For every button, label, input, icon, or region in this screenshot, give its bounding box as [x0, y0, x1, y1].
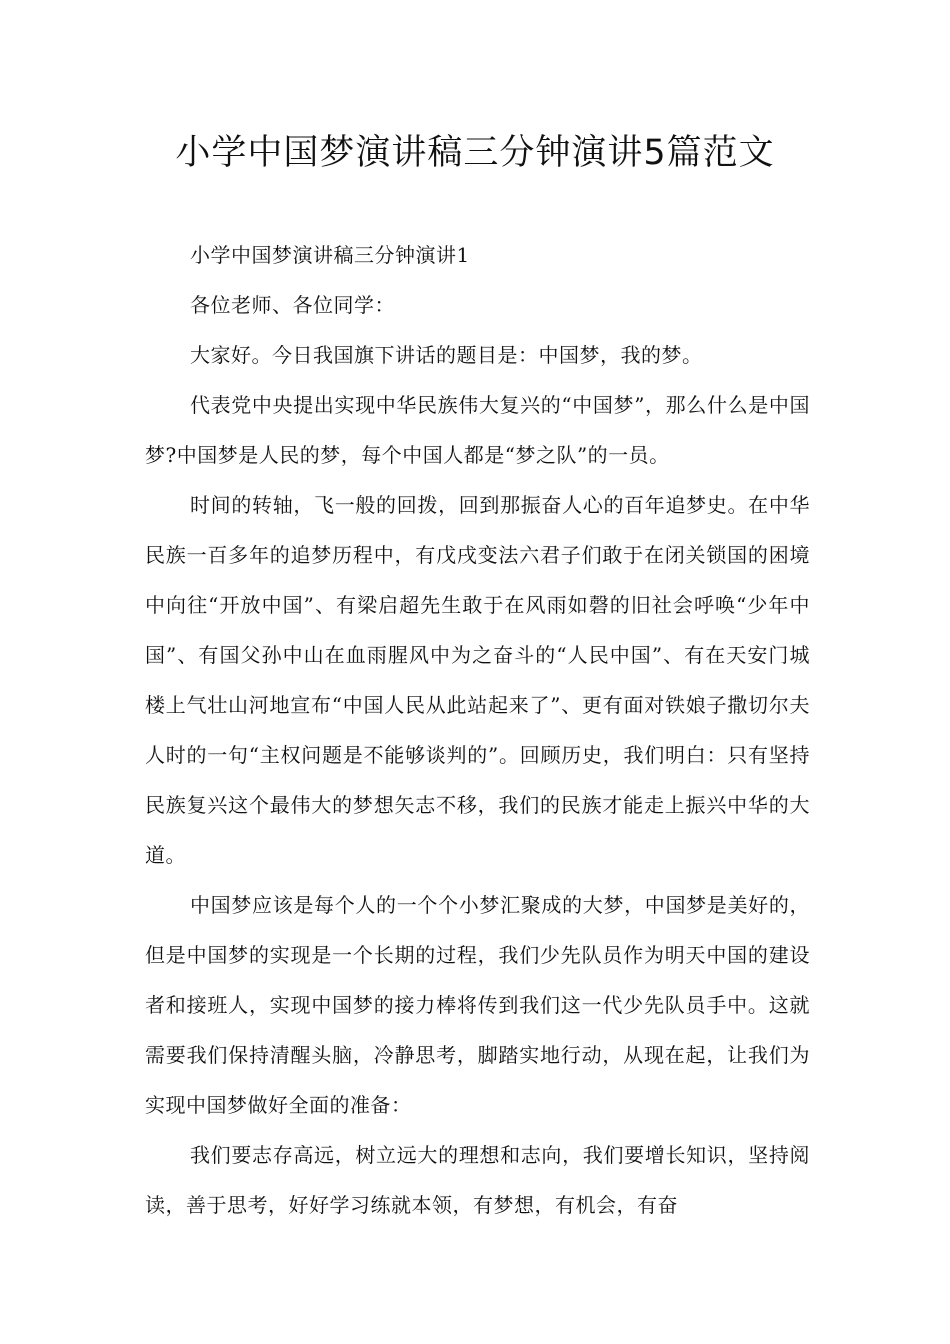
- paragraph: 时间的转轴，飞一般的回拨，回到那振奋人心的百年追梦史。在中华民族一百多年的追梦历程中，有戊戌变法六君子们敢于在闭关锁国的困境中向往“开放中国”、有梁启超先生敢于在风雨如磬的旧社会呼唤“少年中国”、有国父孙中山在血雨腥风中为之奋斗的“人民中国”、有在天安门城楼上气壮山河地宣布“中国人民从此站起来了”、更有面对铁娘子撒切尔夫人时的一句“主权问题是不能够谈判的”。回顾历史，我们明白：只有坚持民族复兴这个最伟大的梦想矢志不移，我们的民族才能走上振兴中华的大道。: [145, 493, 810, 867]
- paragraph: 各位老师、各位同学：: [190, 293, 395, 317]
- document-body: [145, 230, 810, 1230]
- paragraph: 小学中国梦演讲稿三分钟演讲1: [190, 243, 470, 267]
- paragraph: 大家好。今日我国旗下讲话的题目是：中国梦，我的梦。: [190, 343, 703, 367]
- paragraph: 我们要志存高远，树立远大的理想和志向，我们要增长知识，坚持阅读，善于思考，好好学习练就本领，有梦想，有机会，有奋: [145, 1143, 810, 1217]
- document-title: 小学中国梦演讲稿三分钟演讲5篇范文: [175, 133, 775, 173]
- paragraph: 代表党中央提出实现中华民族伟大复兴的“中国梦”，那么什么是中国梦?中国梦是人民的梦，每个中国人都是“梦之队”的一员。: [145, 393, 810, 467]
- paragraph: 中国梦应该是每个人的一个个小梦汇聚成的大梦，中国梦是美好的，但是中国梦的实现是一个长期的过程，我们少先队员作为明天中国的建设者和接班人，实现中国梦的接力棒将传到我们这一代少先队员手中。这就需要我们保持清醒头脑，冷静思考，脚踏实地行动，从现在起，让我们为实现中国梦做好全面的准备：: [145, 893, 810, 1117]
